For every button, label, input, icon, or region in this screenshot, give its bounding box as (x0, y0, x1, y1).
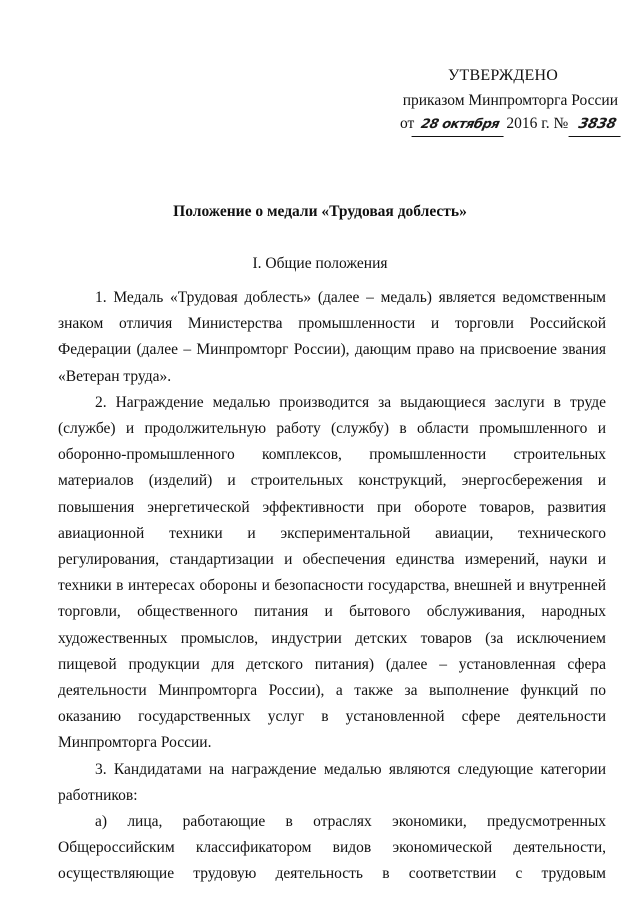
section-heading: I. Общие положения (252, 255, 388, 272)
approval-stamp (392, 64, 628, 137)
document-title: Положение о медали «Трудовая доблесть» (173, 203, 467, 220)
handwritten-order-number: 3838 (569, 113, 626, 137)
paragraph-item-a: а) лица, работающие в отраслях экономики, предусмотренных Общероссийским классификатором видов экономической деятельности, осуществляющие трудовую деятельность в соответствии с трудовым (58, 813, 606, 883)
paragraph-3: 3. Кандидатами на награждение медалью являются следующие категории работников: (58, 760, 606, 804)
order-label: приказом Минпромторга России (402, 92, 618, 109)
document-body (58, 285, 606, 888)
date-line (392, 112, 628, 137)
paragraph-2: 2. Награждение медалью производится за выдающиеся заслуги в труде (службе) и продолжительную работу (службу) в области промышленного и оборонно-промышленного комплексов, промышленности строительных материалов (изделий) и строительных конструкций, энергосбережения и повышения энергетической эффективности при обороте товаров, развития авиационной техники и экспериментальной авиации, технического регулирования, стандартизации и обеспечения единства измерений, науки и техники в интересах обороны и безопасности государства, внешней и внутренней торговли, общественного питания и бытового обслуживания, народных художественных промыслов, индустрии детских товаров (за исключением пищевой продукции для детского питания) (далее – установленная сфера деятельности Минпромторга России), а также за выполнение функций по оказанию государственных услуг в установленной сфере деятельности Минпромторга России. (58, 393, 606, 752)
handwritten-date: 28 октября (412, 113, 509, 137)
date-prefix: от (400, 115, 415, 132)
approved-label: УТВЕРЖДЕНО (448, 67, 559, 84)
paragraph-1: 1. Медаль «Трудовая доблесть» (далее – медаль) является ведомственным знаком отличия Министерства промышленности и торговли Российской Федерации (далее – Минпромторг России), дающим право на присвоение звания «Ветеран труда». (58, 289, 606, 385)
year-text: 2016 г. № (506, 115, 569, 132)
